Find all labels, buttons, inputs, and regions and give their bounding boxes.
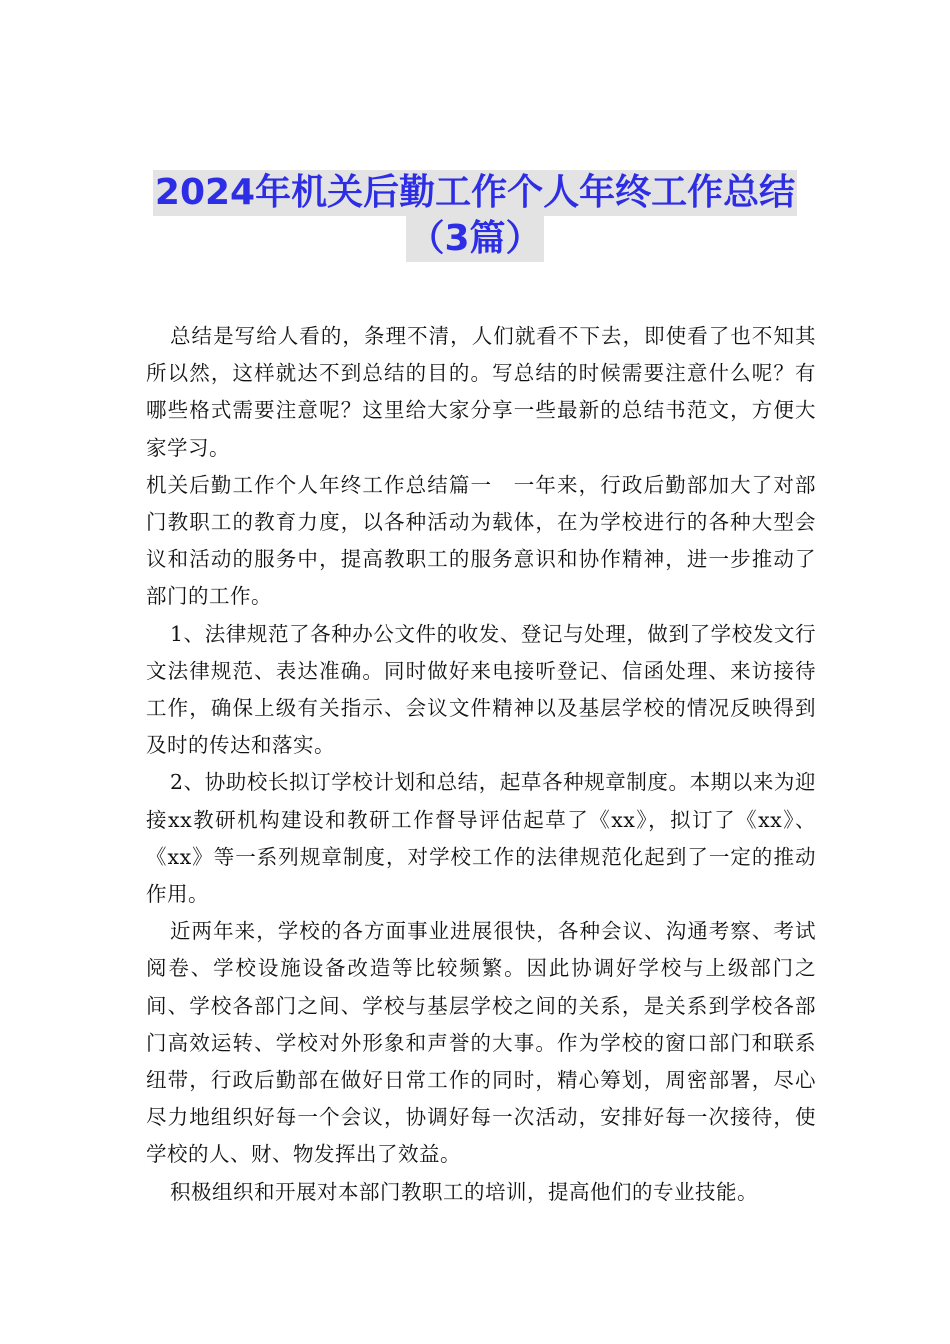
paragraph-item-2: 2、协助校长拟订学校计划和总结，起草各种规章制度。本期以来为迎接xx教研机构建设和教研工作督导评估起草了《xx》，拟订了《xx》、《xx》等一系列规章制度，对学校工作的法律规范化起到了一定的推动作用。 [146,770,816,907]
paragraph-section-heading: 机关后勤工作个人年终工作总结篇一 一年来，行政后勤部加大了对部门教职工的教育力度，以各种活动为载体，在为学校进行的各种大型会议和活动的服务中，提高教职工的服务意识和协作精神，进一步推动了部门的工作。 [146,472,816,609]
document-title [100,170,850,262]
paragraph-intro: 总结是写给人看的，条理不清，人们就看不下去，即使看了也不知其所以然，这样就达不到总结的目的。写总结的时候需要注意什么呢？有哪些格式需要注意呢？这里给大家分享一些最新的总结书范文，方便大家学习。 [146,324,816,460]
title-line-2: （3篇） [406,216,543,262]
document-body [146,318,816,1211]
title-line-1: 2024年机关后勤工作个人年终工作总结 [153,170,797,216]
paragraph-coordination: 近两年来，学校的各方面事业进展很快，各种会议、沟通考察、考试阅卷、学校设施设备改造等比较频繁。因此协调好学校与上级部门之间、学校各部门之间、学校与基层学校之间的关系，是关系到学校各部门高效运转、学校对外形象和声誉的大事。作为学校的窗口部门和联系纽带，行政后勤部在做好日常工作的同时，精心筹划，周密部署，尽心尽力地组织好每一个会议，协调好每一次活动，安排好每一次接待，使学校的人、财、物发挥出了效益。 [146,919,816,1167]
paragraph-item-1: 1、法律规范了各种办公文件的收发、登记与处理，做到了学校发文行文法律规范、表达准确。同时做好来电接听登记、信函处理、来访接待工作，确保上级有关指示、会议文件精神以及基层学校的情况反映得到及时的传达和落实。 [146,621,816,758]
paragraph-training: 积极组织和开展对本部门教职工的培训，提高他们的专业技能。 [170,1179,758,1204]
